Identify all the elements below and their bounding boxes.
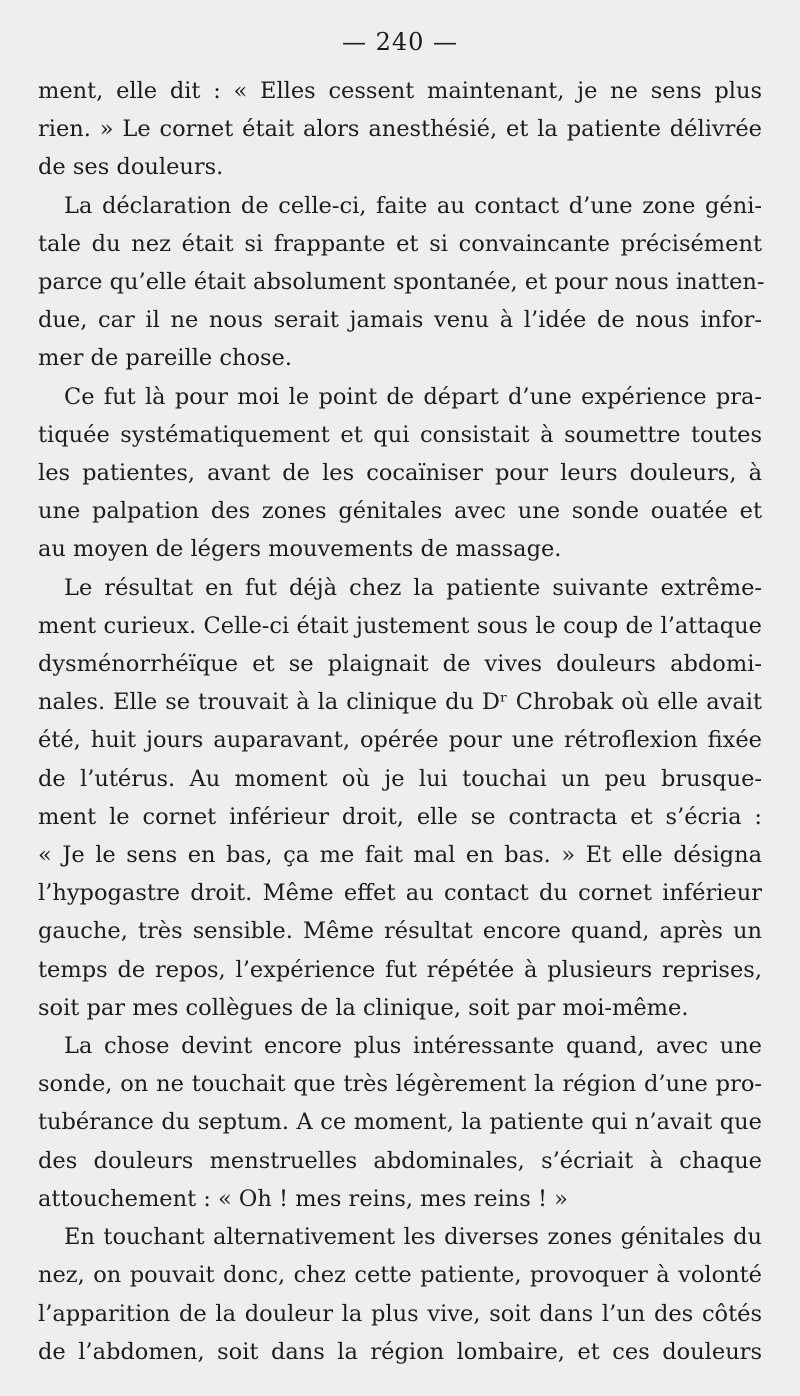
- text-line: une palpation des zones génitales avec une sonde ouatée et: [38, 498, 762, 525]
- text-line: ment, elle dit : « Elles cessent maintenant, je ne sens plus: [38, 78, 762, 104]
- text-line: soit par mes collègues de la clinique, soit par moi-même.: [38, 994, 689, 1021]
- paragraph: [38, 187, 765, 378]
- text-line: ment le cornet inférieur droit, elle se contracta et s’écria :: [38, 803, 762, 830]
- text-line: nez, on pouvait donc, chez cette patiente, provoquer à volonté: [38, 1262, 762, 1289]
- text-line: été, huit jours auparavant, opérée pour une rétroflexion fixée: [38, 727, 762, 754]
- paragraph: [38, 72, 762, 187]
- text-line: l’apparition de la douleur la plus vive, soit dans l’un des côtés: [38, 1300, 762, 1327]
- text-line: les patientes, avant de les cocaïniser pour leurs douleurs, à: [38, 460, 762, 487]
- text-line: En touchant alternativement les diverses zones génitales du: [64, 1224, 762, 1251]
- text-line: « Je le sens en bas, ça me fait mal en bas. » Et elle désigna: [38, 842, 762, 869]
- text-line: de l’utérus. Au moment où je lui touchai un peu brusque-: [38, 765, 762, 792]
- text-line: tiquée systématiquement et qui consistait à soumettre toutes: [38, 421, 762, 448]
- text-line: La chose devint encore plus intéressante quand, avec une: [64, 1033, 762, 1060]
- text-line: sonde, on ne touchait que très légèrement la région d’une pro-: [38, 1071, 762, 1098]
- text-line: dysménorrhéïque et se plaignait de vives douleurs abdomi-: [38, 651, 762, 678]
- text-line: mer de pareille chose.: [38, 345, 293, 372]
- paragraph: [38, 378, 762, 569]
- text-line: de ses douleurs.: [38, 154, 224, 181]
- text-line: de l’abdomen, soit dans la région lombaire, et ces douleurs: [38, 1338, 762, 1365]
- text-line: due, car il ne nous serait jamais venu à l’idée de nous infor-: [38, 307, 762, 334]
- body-text: [38, 72, 765, 1371]
- paragraph: [38, 1027, 762, 1218]
- text-line: gauche, très sensible. Même résultat encore quand, après un: [38, 918, 762, 945]
- text-line: parce qu’elle était absolument spontanée, et pour nous inatten-: [38, 269, 765, 296]
- text-line: ment curieux. Celle-ci était justement sous le coup de l’attaque: [38, 612, 762, 639]
- text-line: Le résultat en fut déjà chez la patiente suivante extrême-: [64, 574, 762, 601]
- paragraph: [38, 569, 762, 1027]
- page-number: — 240 —: [341, 28, 459, 56]
- text-line: tale du nez était si frappante et si convaincante précisément: [38, 230, 762, 257]
- text-line: au moyen de légers mouvements de massage.: [38, 536, 562, 563]
- text-line: des douleurs menstruelles abdominales, s’écriait à chaque: [38, 1147, 762, 1174]
- text-line: nales. Elle se trouvait à la clinique du Dʳ Chrobak où elle avait: [38, 689, 762, 716]
- text-line: temps de repos, l’expérience fut répétée à plusieurs reprises,: [38, 956, 762, 983]
- paragraph: [38, 1218, 762, 1371]
- text-line: attouchement : « Oh ! mes reins, mes reins ! »: [38, 1185, 568, 1212]
- text-line: La déclaration de celle-ci, faite au contact d’une zone géni-: [64, 192, 762, 219]
- text-line: tubérance du septum. A ce moment, la patiente qui n’avait que: [38, 1109, 762, 1136]
- text-line: rien. » Le cornet était alors anesthésié, et la patiente délivrée: [38, 116, 762, 143]
- text-line: Ce fut là pour moi le point de départ d’une expérience pra-: [64, 383, 762, 410]
- text-line: l’hypogastre droit. Même effet au contact du cornet inférieur: [38, 880, 762, 907]
